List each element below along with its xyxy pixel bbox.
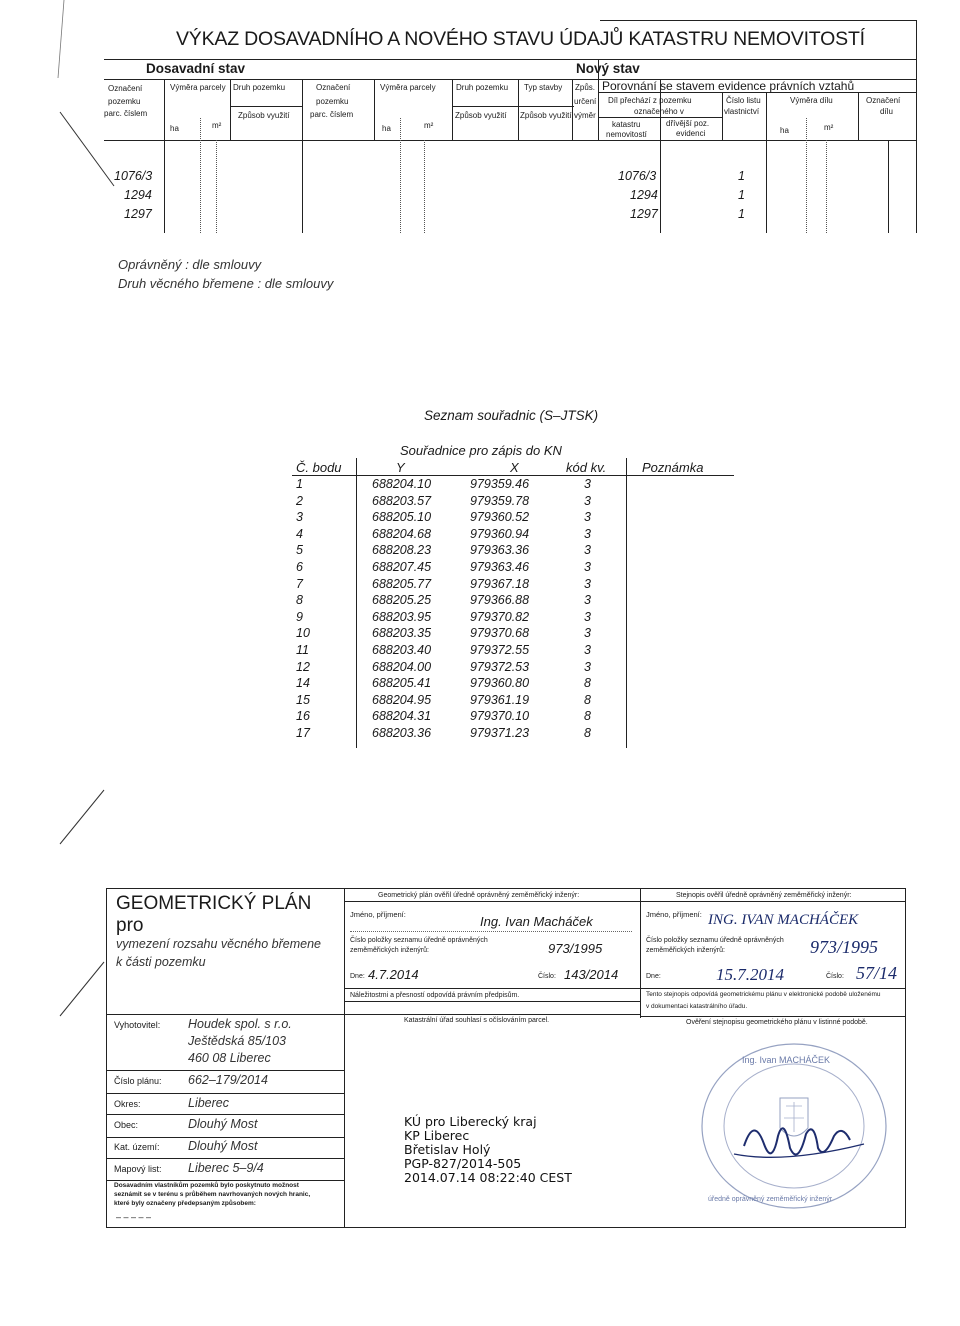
coords-h-x: X: [510, 460, 519, 475]
col-druh: Druh pozemku: [233, 83, 286, 92]
col-m2-new: m²: [424, 121, 434, 130]
copy-name: ING. IVAN MACHÁČEK: [708, 912, 859, 928]
coord-point-number: 1: [296, 477, 303, 491]
obec-label: Obec:: [114, 1120, 139, 1130]
col-ha-dilu: ha: [780, 126, 789, 135]
coord-x-value: 979366.88: [470, 593, 530, 608]
stamp-sub: úředně oprávněný zeměměřický inženýr: [708, 1196, 833, 1203]
coord-x-value: 979370.82: [470, 609, 530, 624]
copy-cislo-polozky-label-2: zeměměřických inženýrů:: [646, 947, 725, 954]
coord-kod-value: 3: [584, 560, 591, 574]
old-parcel-2: 1294: [124, 188, 152, 202]
lv-1: 1: [738, 169, 745, 183]
col-dil-1: Díl přechází z pozemku: [608, 96, 692, 105]
col-m2: m²: [212, 121, 222, 130]
strike-diagonal: [56, 0, 96, 80]
vyhotovitel-1: Houdek spol. s r.o.: [188, 1017, 292, 1031]
copy-cislo-polozky-label-1: Číslo položky seznamu úředně oprávněných: [646, 937, 784, 944]
col-zpus-2: určení: [574, 97, 597, 106]
coords-h-pozn: Poznámka: [642, 460, 704, 475]
col-druh-new: Druh pozemku: [456, 83, 509, 92]
coord-y-value: 688203.36: [372, 726, 432, 740]
coord-y-value: 688203.57: [372, 493, 432, 508]
new-parcel-3: 1297: [630, 207, 658, 221]
ku-line-2: KP Liberec: [404, 1128, 470, 1143]
plan-purpose-1: vymezení rozsahu věcného břemene: [116, 937, 321, 951]
coords-h-y: Y: [396, 460, 405, 475]
plan-purpose-2: k části pozemku: [116, 955, 206, 969]
surveyor-name: Ing. Ivan Macháček: [480, 914, 593, 929]
verified-head: Geometrický plán ověřil úředně oprávněný zeměměřický inženýr:: [378, 892, 580, 899]
lv-3: 1: [738, 207, 745, 221]
cislo-polozky-value: 973/1995: [548, 941, 603, 956]
coord-x-value: 979363.36: [470, 543, 530, 558]
col-typ-stavby: Typ stavby: [524, 83, 563, 92]
dosavadnim-3: které byly označeny předepsaným způsobem:: [114, 1200, 256, 1207]
col-cislo-listu-2: vlastnictví: [724, 107, 760, 116]
copy-cislo: 57/14: [856, 963, 898, 983]
coord-x-value: 979370.68: [470, 626, 530, 641]
coord-kod-value: 8: [584, 726, 591, 740]
col-zpus-1: Způs.: [575, 83, 596, 92]
coord-kod-value: 3: [584, 609, 591, 624]
ku-line-4: PGP-827/2014-505: [404, 1156, 522, 1171]
coord-x-value: 979370.10: [470, 709, 530, 724]
katastralni-note: Katastrální úřad souhlasí s očíslováním parcel.: [404, 1017, 550, 1024]
coord-point-number: 15: [296, 692, 310, 707]
col-oznaceni-new-2: pozemku: [316, 97, 349, 106]
kat: Dlouhý Most: [188, 1139, 258, 1153]
col-oznaceni-1: Označení: [108, 84, 143, 93]
coord-kod-value: 8: [584, 709, 591, 724]
obec: Dlouhý Most: [188, 1117, 258, 1131]
coord-kod-value: 3: [584, 543, 591, 558]
col-m2-dilu: m²: [824, 123, 834, 132]
coords-subtitle: Souřadnice pro zápis do KN: [400, 443, 562, 458]
coord-point-number: 14: [296, 676, 310, 691]
coord-x-value: 979360.80: [470, 676, 530, 691]
coord-x-value: 979359.78: [470, 493, 530, 508]
old-parcel-1: 1076/3: [114, 169, 153, 183]
jmeno-label: Jméno, příjmení:: [350, 910, 406, 919]
coords-h-cislo: Č. bodu: [296, 460, 342, 475]
coord-kod-value: 8: [584, 676, 591, 691]
col-oznaceni-3: parc. číslem: [104, 109, 148, 118]
cislo-planu-label: Číslo plánu:: [114, 1076, 162, 1086]
strike-diagonal: [58, 788, 108, 848]
lv-2: 1: [738, 188, 745, 202]
col-drivejsi-2: evidenci: [676, 129, 706, 138]
novy-stav-heading: Nový stav: [576, 61, 640, 76]
coord-kod-value: 8: [584, 692, 591, 707]
coord-point-number: 3: [296, 510, 303, 525]
coord-point-number: 6: [296, 560, 303, 574]
coord-y-value: 688204.95: [372, 692, 432, 707]
col-zpusob: Způsob využití: [238, 111, 290, 120]
dne-value: 4.7.2014: [368, 967, 419, 982]
coord-x-value: 979360.94: [470, 526, 530, 541]
col-oz-dilu-2: dílu: [880, 107, 893, 116]
copy-overeni: Ověření stejnopisu geometrického plánu v listinné podobě.: [686, 1019, 868, 1026]
dosavadnim-1: Dosavadním vlastníkům pozemků bylo poskytnuto možnost: [114, 1182, 299, 1189]
coord-y-value: 688204.31: [372, 709, 432, 724]
col-ha-new: ha: [382, 124, 391, 133]
coord-x-value: 979372.55: [470, 643, 530, 657]
col-katastru-1: katastru: [612, 120, 641, 129]
coord-x-value: 979359.46: [470, 477, 530, 491]
coord-kod-value: 3: [584, 477, 591, 491]
coord-y-value: 688205.41: [372, 676, 432, 691]
porovnani-heading: Porovnání se stavem evidence právních vztahů: [602, 79, 855, 93]
coord-kod-value: 3: [584, 593, 591, 608]
col-oznaceni-new-1: Označení: [316, 83, 351, 92]
coord-kod-value: 3: [584, 493, 591, 508]
coord-point-number: 10: [296, 626, 310, 641]
cislo-value: 143/2014: [564, 967, 619, 982]
coord-point-number: 16: [296, 709, 310, 724]
dosavadni-stav-heading: Dosavadní stav: [146, 61, 246, 76]
cislo-planu: 662–179/2014: [188, 1073, 268, 1087]
cislo-label: Číslo:: [538, 973, 556, 980]
copy-dne: 15.7.2014: [716, 965, 784, 984]
ku-line-1: KÚ pro Liberecký kraj: [404, 1114, 537, 1129]
dne-label: Dne:: [350, 973, 365, 980]
col-vymera-new: Výměra parcely: [380, 83, 436, 92]
mapovy-label: Mapový list:: [114, 1164, 162, 1174]
stamp-name: Ing. Ivan MACHÁČEK: [742, 1055, 831, 1065]
coord-kod-value: 3: [584, 526, 591, 541]
mapovy: Liberec 5–9/4: [188, 1161, 264, 1175]
coord-kod-value: 3: [584, 626, 591, 641]
col-vymera: Výměra parcely: [170, 83, 226, 92]
col-oz-dilu-1: Označení: [866, 96, 901, 105]
coord-y-value: 688204.68: [372, 526, 432, 541]
vyhotovitel-2: Ještědská 85/103: [188, 1034, 286, 1048]
vyhotovitel-label: Vyhotovitel:: [114, 1020, 161, 1030]
coord-y-value: 688205.25: [372, 593, 432, 608]
coord-point-number: 8: [296, 593, 303, 608]
coord-x-value: 979363.46: [470, 560, 530, 574]
strike-diagonal: [58, 960, 108, 1020]
coord-y-value: 688208.23: [372, 543, 432, 558]
coord-y-value: 688205.10: [372, 510, 432, 525]
coord-kod-value: 3: [584, 576, 591, 591]
coord-point-number: 7: [296, 576, 303, 591]
new-parcel-1: 1076/3: [618, 169, 657, 183]
strike-diagonal: [58, 110, 118, 190]
copy-cislo-polozky: 973/1995: [810, 937, 879, 957]
copy-note-2: v dokumentaci katastrálního úřadu.: [646, 1003, 748, 1010]
coords-h-kod: kód kv.: [566, 460, 607, 475]
coord-y-value: 688207.45: [372, 560, 432, 574]
okres-label: Okres:: [114, 1099, 141, 1109]
col-cislo-listu-1: Číslo listu: [726, 96, 761, 105]
old-parcel-3: 1297: [124, 207, 152, 221]
coord-point-number: 12: [296, 659, 310, 674]
opravneny-note: Oprávněný : dle smlouvy: [118, 257, 262, 272]
cislo-polozky-label-1: Číslo položky seznamu úředně oprávněných: [350, 937, 488, 944]
coord-y-value: 688203.95: [372, 609, 432, 624]
coord-kod-value: 3: [584, 510, 591, 525]
plan-pro: pro: [116, 915, 144, 936]
coord-point-number: 5: [296, 543, 303, 558]
coord-point-number: 9: [296, 609, 303, 624]
druh-bremene-note: Druh věcného břemene : dle smlouvy: [118, 276, 334, 291]
coord-x-value: 979367.18: [470, 576, 530, 591]
ku-line-5: 2014.07.14 08:22:40 CEST: [404, 1170, 572, 1185]
coords-title: Seznam souřadnic (S–JTSK): [424, 408, 599, 423]
coord-x-value: 979372.53: [470, 659, 530, 674]
okres: Liberec: [188, 1096, 229, 1110]
new-parcel-2: 1294: [630, 188, 658, 202]
col-drivejsi-1: dřívější poz.: [666, 119, 710, 128]
copy-jmeno-label: Jméno, příjmení:: [646, 910, 702, 919]
coord-y-value: 688205.77: [372, 576, 432, 591]
coord-point-number: 11: [296, 643, 309, 657]
coord-y-value: 688203.40: [372, 643, 432, 657]
coord-y-value: 688203.35: [372, 626, 432, 641]
cislo-polozky-label-2: zeměměřických inženýrů:: [350, 947, 429, 954]
coord-x-value: 979360.52: [470, 510, 530, 525]
col-vymera-dilu: Výměra dílu: [790, 96, 833, 105]
coord-point-number: 4: [296, 526, 303, 541]
coord-x-value: 979371.23: [470, 726, 530, 740]
copy-cislo-label: Číslo:: [826, 973, 844, 980]
coord-y-value: 688204.10: [372, 477, 432, 491]
copy-head: Stejnopis ověřil úředně oprávněný zeměměřický inženýr:: [676, 892, 852, 899]
dosavadnim-2: seznámit se v terénu s průběhem navrhovaných nových hranic,: [114, 1191, 311, 1198]
col-zpusob-new: Způsob využití: [455, 111, 507, 120]
col-oznaceni-new-3: parc. číslem: [310, 110, 354, 119]
col-zpusob-v: Způsob využití: [520, 111, 572, 120]
plan-title: GEOMETRICKÝ PLÁN: [116, 893, 312, 914]
kat-label: Kat. území:: [114, 1142, 160, 1152]
report-title: VÝKAZ DOSAVADNÍHO A NOVÉHO STAVU ÚDAJŮ KATASTRU NEMOVITOSTÍ: [176, 28, 865, 50]
dash-mark: – – – – –: [116, 1212, 152, 1222]
coord-point-number: 17: [296, 726, 310, 740]
col-katastru-2: nemovitostí: [606, 130, 647, 139]
ku-line-3: Břetislav Holý: [404, 1142, 491, 1157]
coord-point-number: 2: [296, 493, 303, 508]
col-zpus-3: výměr: [574, 111, 596, 120]
coord-kod-value: 3: [584, 659, 591, 674]
col-oznaceni-2: pozemku: [108, 97, 141, 106]
vyhotovitel-3: 460 08 Liberec: [188, 1051, 271, 1065]
coord-y-value: 688204.00: [372, 659, 432, 674]
coord-x-value: 979361.19: [470, 692, 530, 707]
copy-note-1: Tento stejnopis odpovídá geometrickému plánu v elektronické podobě uloženému: [646, 991, 881, 998]
nalezitosti-note: Náležitostmi a přesností odpovídá právním předpisům.: [350, 992, 520, 999]
col-dil-2: označeného v: [634, 107, 684, 116]
col-ha: ha: [170, 124, 179, 133]
coord-kod-value: 3: [584, 643, 591, 657]
copy-dne-label: Dne:: [646, 973, 661, 980]
